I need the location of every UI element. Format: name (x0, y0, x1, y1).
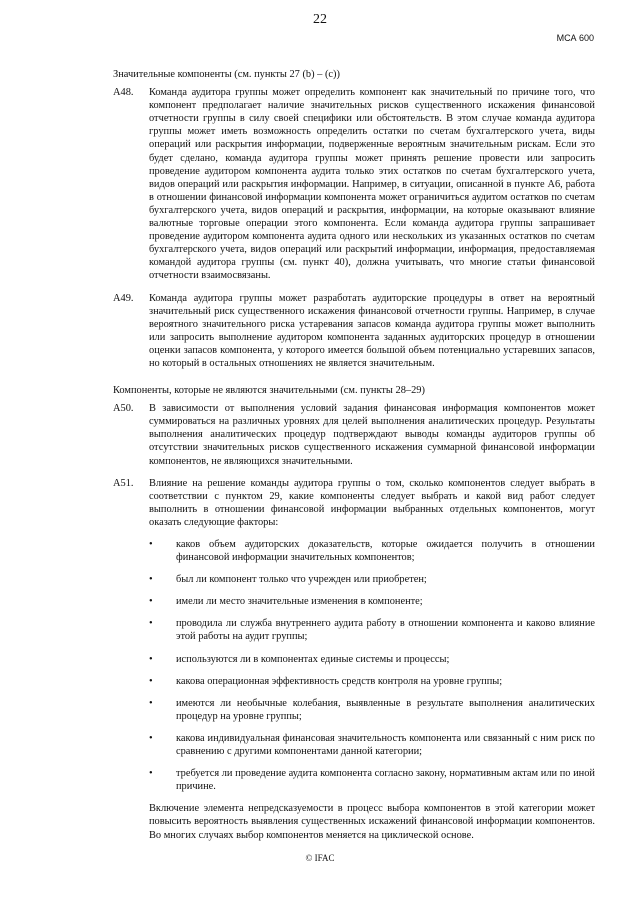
closing-paragraph: Включение элемента непредсказуемости в процесс выбора компонентов в этой категории может повысить вероятность выявления существенных искажений финансовой информации компонентов. Во многих случаях выбор компонентов меняется на циклической основе. (149, 803, 595, 841)
list-item-text: проводила ли служба внутреннего аудита работу в отношении компонента и каково влияние этой работы на аудит группы; (176, 618, 595, 643)
paragraph-a51 (113, 477, 595, 529)
bullet-icon: • (149, 768, 153, 780)
list-item (149, 675, 595, 688)
bullet-icon: • (149, 539, 153, 550)
bullet-icon: • (149, 653, 153, 665)
paragraph-id: A48. (113, 87, 134, 99)
standard-reference: МСА 600 (556, 33, 594, 43)
paragraph-id: A51. (113, 477, 134, 489)
page-number: 22 (313, 12, 327, 27)
list-item-text: имели ли место значительные изменения в компоненте; (176, 596, 423, 608)
section-heading-non-significant-components: Компоненты, которые не являются значительными (см. пункты 28–29) (113, 385, 425, 397)
list-item (149, 573, 595, 586)
list-item (149, 653, 595, 666)
list-item-text: используются ли в компонентах единые системы и процессы; (176, 653, 450, 665)
bullet-icon: • (149, 596, 153, 608)
list-item-text: был ли компонент только что учрежден или приобретен; (176, 574, 427, 586)
bullet-icon: • (149, 697, 153, 709)
copyright-footer: © IFAC (305, 853, 335, 863)
list-item-text: какова индивидуальная финансовая значительность компонента или связанный с ним риск по сравнению с другими компонентами данной категории; (176, 732, 595, 758)
list-item-text: требуется ли проведение аудита компонента согласно закону, нормативным актам или по иной причине. (176, 768, 595, 793)
paragraph-text: Команда аудитора группы может определить компонент как значительный по причине того, что компонент предполагает наличие значительных рисков существенного искажения финансовой отчетности группы в силу своей специфики или обстоятельств. В этом случае команда аудитора группы может иметь возможность определить остатки по счетам бухгалтерского учета, виды операций или раскрытия информации, подверженные вероятным значительным рискам. Если это будет сделано, команда аудитора группы может принять решение провести или запросить проведение аудитором компонента аудита только этих остатков по счетам бухгалтерского учета, видов операций или раскрытия информации. Например, в ситуации, описанной в пункте А6, работа в отношении финансовой информации компонента может ограничиться аудитом остатков по счетам бухгалтерского учета, видов операций и раскрытия, информации, на которые оказывают влияние валютные торговые операции этого компонента. Если команда аудитора группы запрашивает проведение аудитором компонента аудита одного или нескольких из указанных остатков по счетам бухгалтерского учета, видов операций или раскрытий информации, информация, предоставляемая командой аудитора группы (см. пункт 40), должна учитывать, что многие статьи финансовой отчетности взаимосвязаны. (149, 87, 595, 282)
bullet-icon: • (149, 574, 153, 586)
list-item-text: имеются ли необычные колебания, выявленные в результате выполнения аналитических процедур на уровне группы; (176, 697, 595, 722)
paragraph-text: В зависимости от выполнения условий задания финансовая информация компонентов может суммироваться на различных уровнях для целей выполнения аналитических процедур. Результаты выполнения аналитических процедур подтверждают выводы команды аудиторов группы об отсутствии значительных рисков существенного искажения суммарной финансовой информации компонентов, не являющихся значительными. (149, 403, 595, 467)
paragraph-a49 (113, 292, 595, 371)
paragraph-id: A50. (113, 403, 134, 415)
paragraph-text: Команда аудитора группы может разработать аудиторские процедуры в ответ на вероятный значительный риск существенного искажения финансовой отчетности группы. Например, в случае вероятного значительного риска устаревания запасов команда аудитора группы может выполнить или запросить выполнение аудитором компонента заданных аудиторских процедур в отношении оценки запасов компонента, у которого имеется большой объем потенциально устаревших запасов, но который в остальных отношениях не является значительным. (149, 292, 595, 369)
list-item (149, 732, 595, 758)
list-item-text: какова операционная эффективность средств контроля на уровне группы; (176, 675, 503, 687)
list-item (149, 538, 595, 564)
section-heading-significant-components: Значительные компоненты (см. пункты 27 (b) – (c)) (113, 69, 340, 80)
list-item (149, 595, 595, 608)
paragraph-id: A49. (113, 292, 134, 304)
list-item (149, 697, 595, 723)
list-item (149, 617, 595, 643)
list-item (149, 767, 595, 793)
paragraph-a50 (113, 402, 595, 467)
paragraph-text: Влияние на решение команды аудитора группы о том, сколько компонентов следует выбрать в соответствии с пунктом 29, какие компоненты следует выбрать и какой вид работ следует выполнить в отношении финансовой информации выбранных отдельных компонентов, могут оказать следующие факторы: (149, 477, 595, 528)
factors-list (149, 538, 595, 793)
list-item-text: каков объем аудиторских доказательств, которые ожидается получить в отношении финансовой информации значительных компонентов; (176, 539, 595, 564)
bullet-icon: • (149, 675, 153, 687)
bullet-icon: • (149, 618, 153, 630)
document-body (113, 68, 595, 842)
bullet-icon: • (149, 732, 153, 744)
paragraph-a48 (113, 86, 595, 282)
